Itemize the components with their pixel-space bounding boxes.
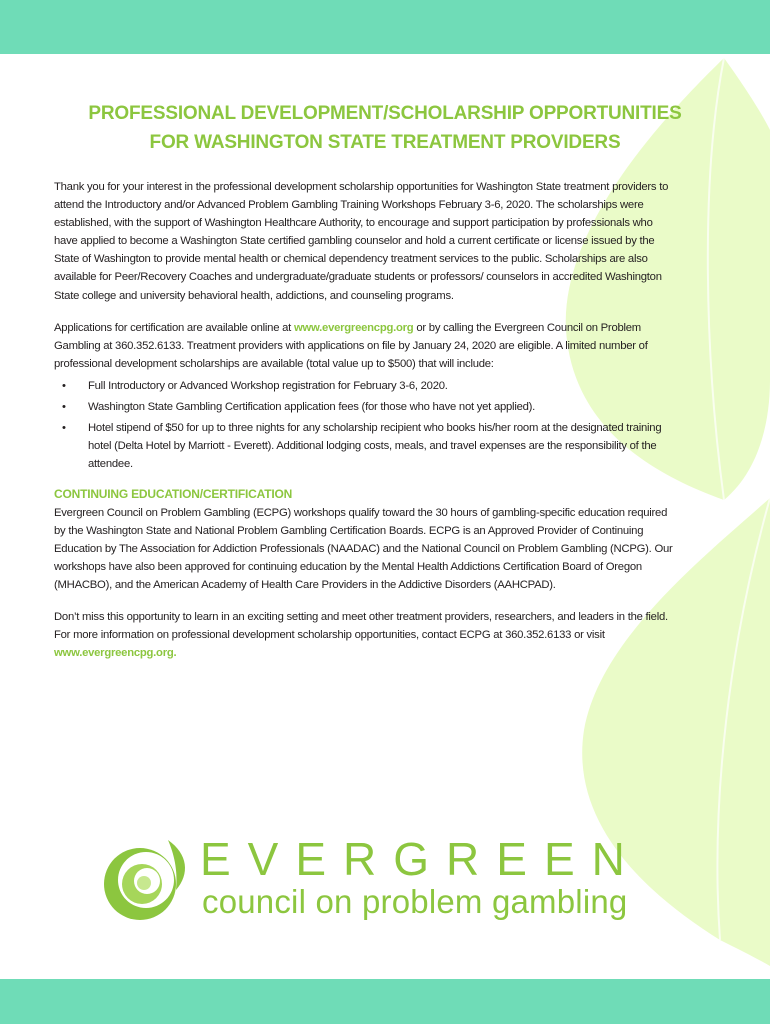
bullet-icon: • xyxy=(62,379,66,392)
closing-period: . xyxy=(173,647,177,660)
logo-wordmark: EVERGREEN xyxy=(200,833,642,885)
closing-paragraph xyxy=(54,608,674,662)
intro-paragraph: Thank you for your interest in the professional development scholarship opportunities for Washington State treatment providers to attend the Introductory and/or Advanced Problem Gambling Training Workshops February 3-6, 2020. The scholarships were established, with the support of Washington Healthcare Authority, to encourage and support participation by professionals who have applied to become a Washington State certified gambling counselor and hold a current certificate or license issued by the State of Washington to provide mental health or chemical dependency treatment services to the public. Scholarships are also available for Peer/Recovery Coaches and undergraduate/graduate students or professors/ counselors in accredited Washington State college and university behavioral health, addictions, and counseling programs. xyxy=(54,181,669,302)
page-title xyxy=(0,99,770,157)
spiral-leaf-icon xyxy=(98,834,194,930)
ce-paragraph: Evergreen Council on Problem Gambling (ECPG) workshops qualify toward the 30 hours of gambling-specific education required by the Washington State and National Problem Gambling Certification Boards. ECPG is an Approved Provider of Continuing Education by The Association for Addiction Professionals (NAADAC) and the National Council on Problem Gambling (NCPG). Our workshops have also been approved for continuing education by the Mental Health Addictions Certification Board of Oregon (MHACBO), and the American Academy of Health Care Providers in the Addictive Disorders (AAHCPAD). xyxy=(54,506,673,591)
list-item xyxy=(54,419,674,473)
list-item xyxy=(54,398,674,416)
evergreen-logo xyxy=(98,834,658,934)
closing-evergreencpg-link[interactable]: www.evergreencpg.org xyxy=(54,647,174,660)
scholarship-inclusions-list xyxy=(54,377,674,473)
applications-paragraph xyxy=(54,319,674,373)
bullet-icon: • xyxy=(62,422,66,435)
evergreencpg-link[interactable]: www.evergreencpg.org xyxy=(293,321,414,334)
closing-text: Don’t miss this opportunity to learn in an exciting setting and meet other treatment providers, researchers, and leaders in the field. For more information on professional development scholarship opportunities, contact ECPG at 360.352.6133 or visit xyxy=(54,610,668,642)
logo-tagline: council on problem gambling xyxy=(202,883,628,920)
applications-text-before: Applications for certification are available online at xyxy=(54,321,294,334)
list-item-text: Full Introductory or Advanced Workshop registration for February 3-6, 2020. xyxy=(88,379,448,392)
title-line-1: PROFESSIONAL DEVELOPMENT/SCHOLARSHIP OPPORTUNITIES xyxy=(88,103,682,124)
bullet-icon: • xyxy=(62,401,66,414)
list-item-text: Hotel stipend of $50 for up to three nights for any scholarship recipient who books his/her room at the designated training hotel (Delta Hotel by Marriott - Everett). Additional lodging costs, meals, and travel expenses are the responsibility of the attendee. xyxy=(88,422,662,471)
bottom-band xyxy=(0,979,770,1024)
applications-text-after: or by calling the Evergreen Council on Problem Gambling at 360.352.6133. Treatment providers with applications on file by January 24, 2020 are eligible. A limited number of professional development scholarships are available (total value up to $500) that will include: xyxy=(54,321,648,370)
main-content xyxy=(54,178,674,662)
list-item xyxy=(54,377,674,395)
list-item-text: Washington State Gambling Certification application fees (for those who have not yet applied). xyxy=(88,401,536,414)
title-line-2: FOR WASHINGTON STATE TREATMENT PROVIDERS xyxy=(149,132,621,153)
ce-heading: CONTINUING EDUCATION/CERTIFICATION xyxy=(54,487,293,502)
